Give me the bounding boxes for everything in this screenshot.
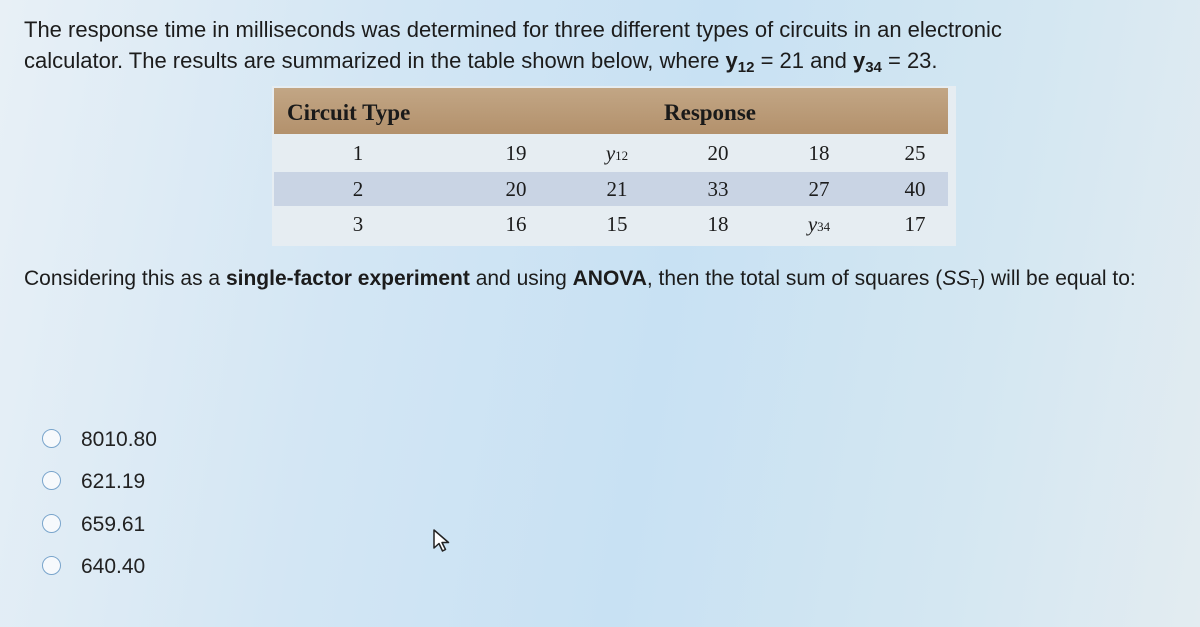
var-y12-sub: 12 <box>737 59 755 76</box>
option-1[interactable] <box>42 428 157 452</box>
header-response: Response <box>664 100 757 125</box>
question-emphasis: single-factor experiment <box>225 267 470 290</box>
header-circuit-type: Circuit Type <box>287 100 411 125</box>
missing-value-subscript: 12 <box>615 148 629 163</box>
question-part: , then the total sum of squares ( <box>646 267 943 290</box>
response-cell: 33 <box>707 177 729 201</box>
problem-intro <box>24 14 1002 83</box>
ss-subscript: T <box>970 276 979 291</box>
option-label: 659.61 <box>81 513 146 536</box>
ss-symbol: SS <box>942 267 971 290</box>
circuit-type-cell: 1 <box>352 141 364 165</box>
radio-button[interactable] <box>42 556 61 575</box>
data-table <box>272 86 956 246</box>
response-cell: 15 <box>606 212 628 236</box>
response-cell: 40 <box>904 177 926 201</box>
missing-value-symbol: y <box>605 141 616 165</box>
question-part: ) will be equal to: <box>978 267 1136 290</box>
question-emphasis: ANOVA <box>572 267 647 290</box>
response-cell: 19 <box>505 141 527 165</box>
response-cell: 20 <box>707 141 729 165</box>
response-cell: 20 <box>505 177 527 201</box>
response-cell: 18 <box>707 212 729 236</box>
intro-text: calculator. The results are summarized in the table shown below, where <box>24 48 726 73</box>
table-row <box>274 207 948 241</box>
intro-text: = 23. <box>881 48 938 73</box>
var-y34: y <box>852 48 866 73</box>
table-row <box>274 136 948 170</box>
question-text <box>24 261 1184 301</box>
option-label: 621.19 <box>81 470 146 493</box>
table-row <box>274 172 948 206</box>
response-cell <box>789 212 849 237</box>
response-cell <box>587 141 647 166</box>
option-3[interactable] <box>42 513 145 537</box>
option-4[interactable] <box>42 555 145 579</box>
response-cell: 21 <box>606 177 628 201</box>
response-cell: 16 <box>505 212 527 236</box>
response-cell: 27 <box>808 177 830 201</box>
question-part: Considering this as a <box>24 267 226 290</box>
radio-button[interactable] <box>42 471 61 490</box>
response-cell: 25 <box>904 141 926 165</box>
response-cell: 18 <box>808 141 830 165</box>
response-cell: 17 <box>904 212 926 236</box>
missing-value-symbol: y <box>807 212 818 236</box>
circuit-type-cell: 3 <box>352 212 364 236</box>
radio-button[interactable] <box>42 514 61 533</box>
table-header <box>274 88 948 134</box>
option-label: 8010.80 <box>81 428 157 451</box>
radio-button[interactable] <box>42 429 61 448</box>
intro-line-1: The response time in milliseconds was determined for three different types of circuits in an electronic <box>24 17 1002 42</box>
intro-text: = 21 and <box>754 48 853 73</box>
circuit-type-cell: 2 <box>352 177 364 201</box>
option-label: 640.40 <box>81 555 146 578</box>
var-y34-sub: 34 <box>865 59 882 76</box>
mouse-pointer-icon <box>432 528 452 554</box>
missing-value-subscript: 34 <box>817 219 831 234</box>
question-part: and using <box>469 267 573 290</box>
var-y12: y <box>725 48 738 73</box>
intro-line-2 <box>24 45 1002 83</box>
option-2[interactable] <box>42 470 145 494</box>
